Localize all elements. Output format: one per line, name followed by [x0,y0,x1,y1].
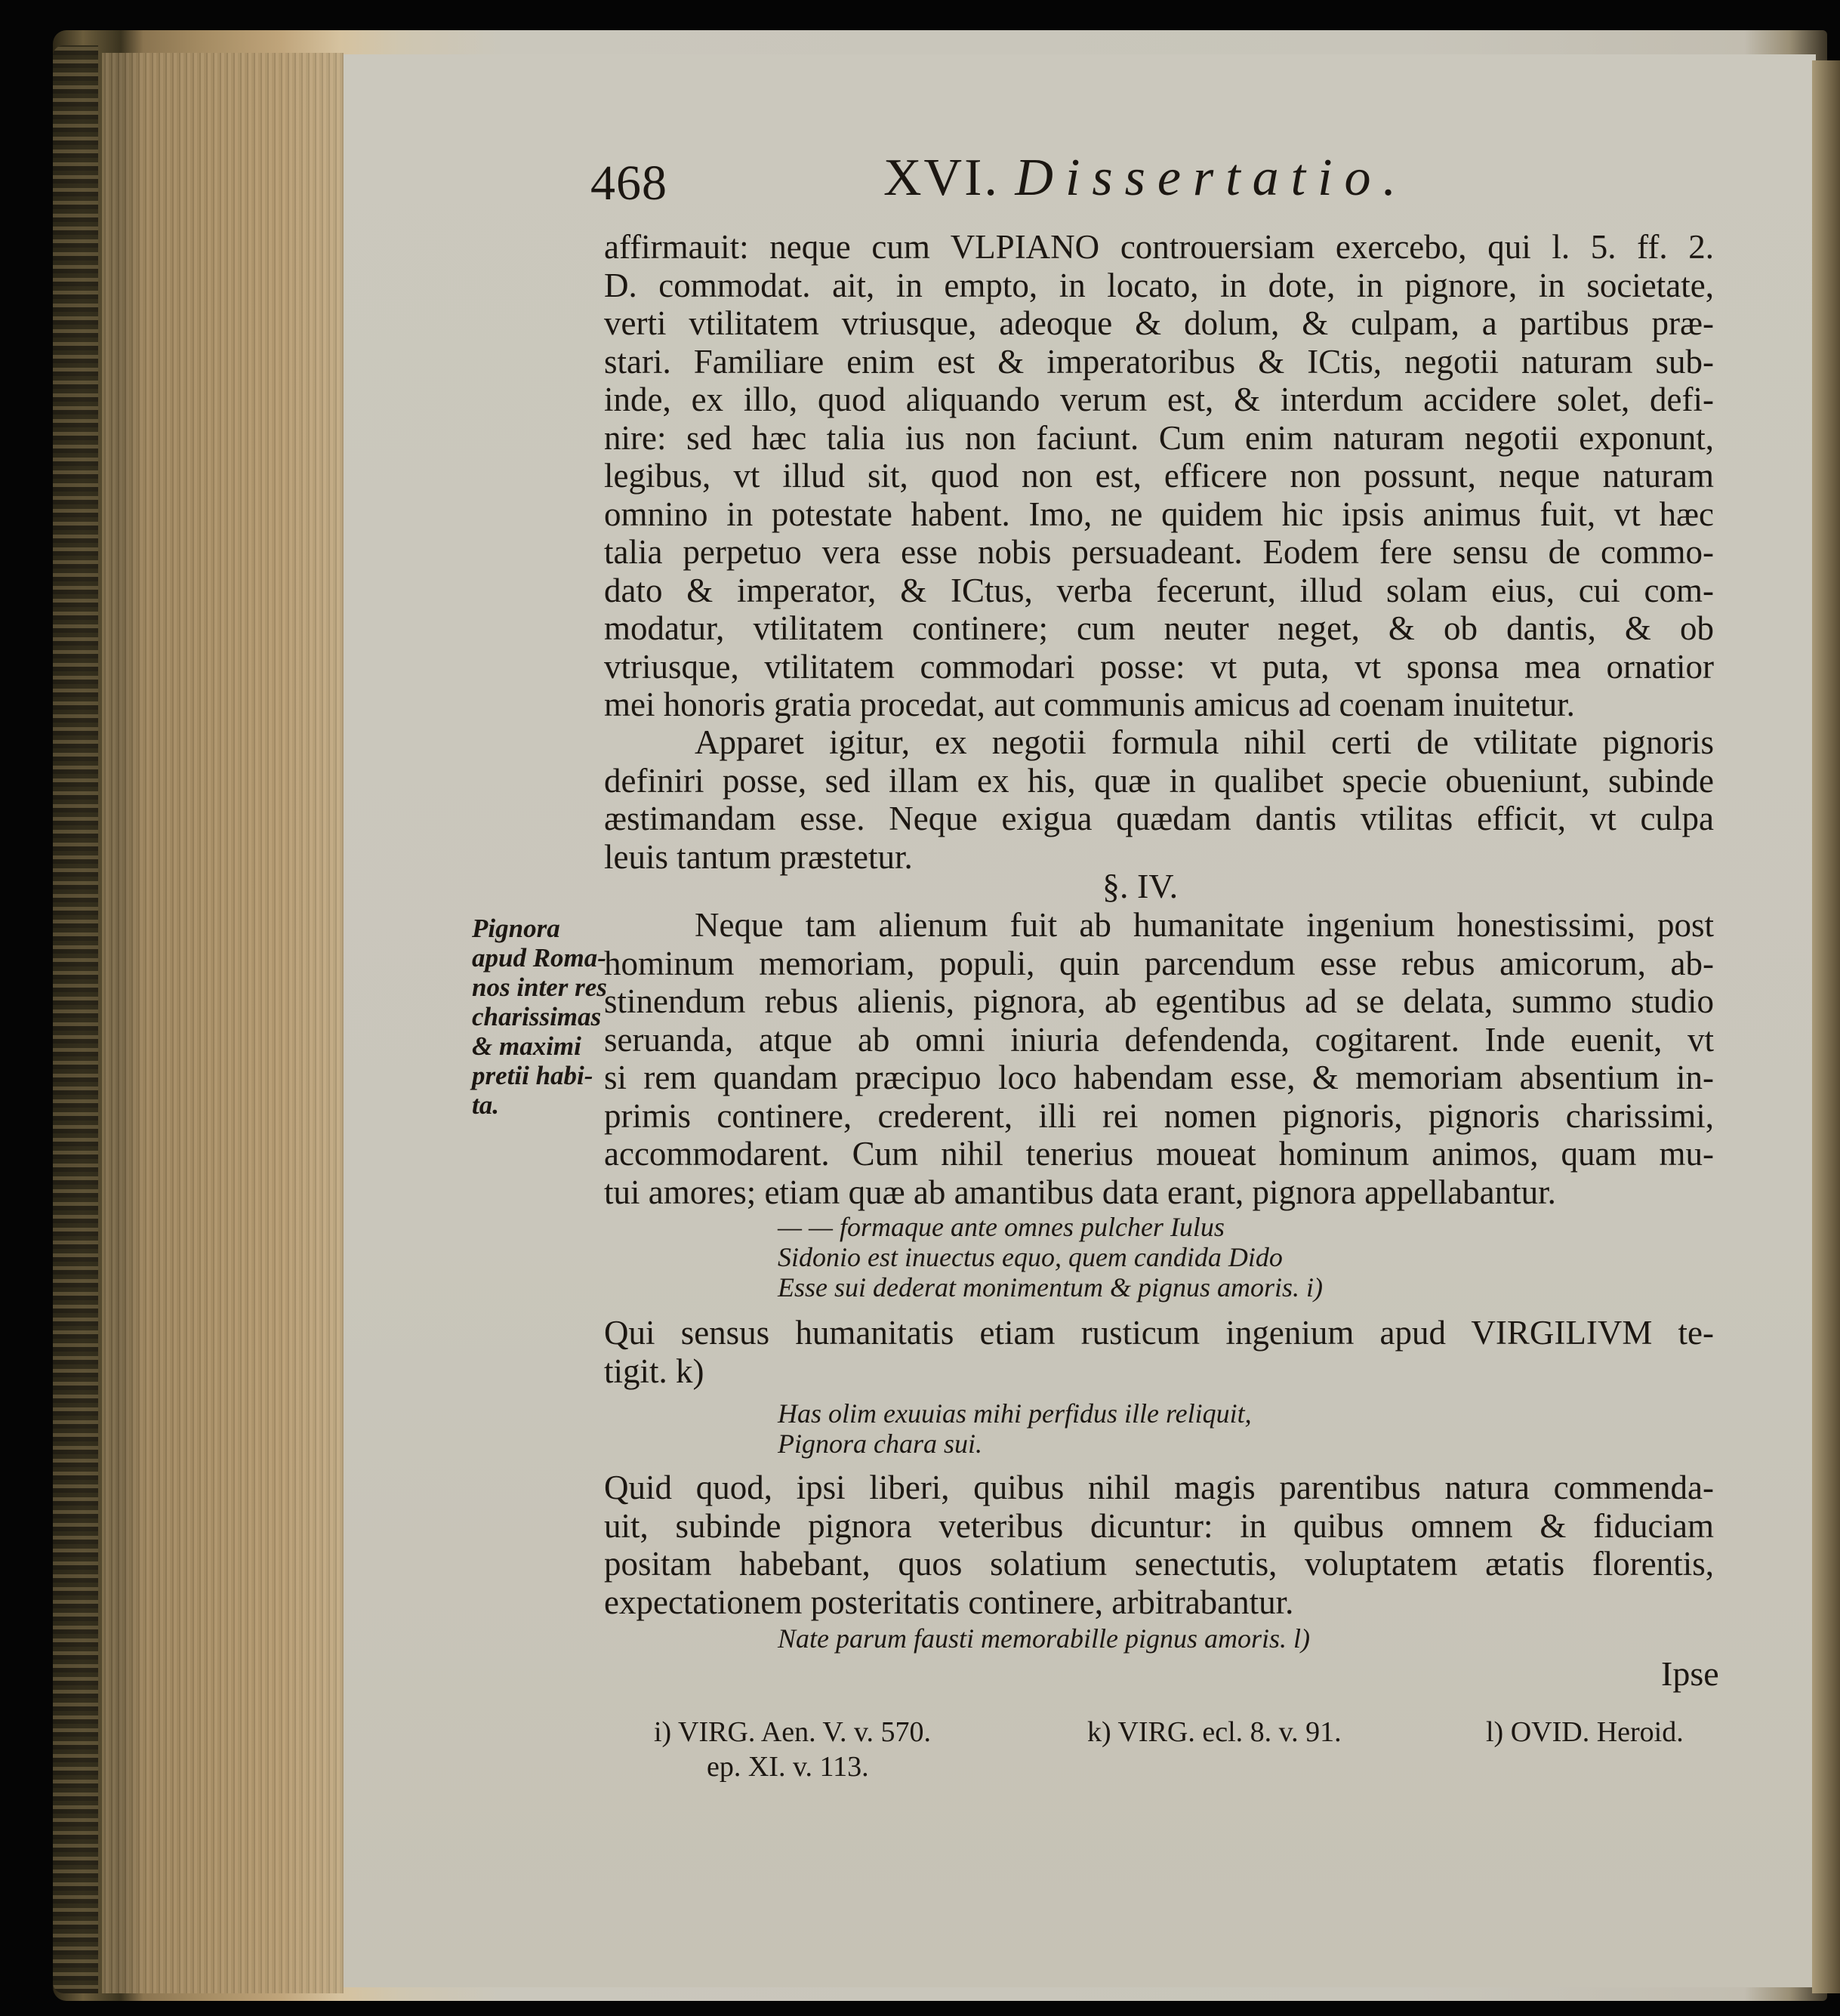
page-number: 468 [590,156,667,211]
text-line: æstimandam esse. Neque exigua quædam dantis vtilitas efficit, vt culpa [604,800,1714,837]
verse-line: — — formaque ante omnes pulcher Iulus [778,1212,1225,1242]
text-line: definiri posse, sed illam ex his, quæ in qualibet specie obueniunt, subinde [604,761,1714,800]
text-line: positam habebant, quos solatium senectutis, voluptatem ætatis florentis, [604,1545,1714,1583]
catchword: Ipse [1661,1654,1719,1693]
paragraph-1 [604,228,1714,724]
text-line: leuis tantum præstetur. [604,837,913,876]
text-line: tui amores; etiam quæ ab amantibus data erant, pignora appellabantur. [604,1173,1556,1211]
verse-line: Sidonio est inuectus equo, quem candida Dido [778,1242,1283,1272]
running-head-number: XVI. [883,149,1000,207]
text-line: Quid quod, ipsi liberi, quibus nihil magis parentibus natura commenda- [604,1469,1714,1506]
footnote-i-continued: ep. XI. v. 113. [707,1751,869,1783]
margin-line: Pignora [472,914,560,943]
margin-line: ta. [472,1090,499,1120]
margin-line: nos inter res [472,973,607,1002]
paragraph-4 [604,1314,1714,1390]
verse-quote-3 [778,1623,1310,1654]
text-line: dato & imperator, & ICtus, verba fecerunt, illud solam eius, cui com- [604,571,1714,609]
margin-line: apud Roma- [472,943,606,973]
verse-line: Has olim exuuias mihi perfidus ille reliquit, [778,1398,1252,1429]
text-line: talia perpetuo vera esse nobis persuadeant. Eodem fere sensu de commo- [604,533,1714,571]
text-line: uit, subinde pignora veteribus dicuntur: in quibus omnem & fiduciam [604,1506,1714,1545]
text-line: seruanda, atque ab omni iniuria defendenda, cogitarent. Inde euenit, vt [604,1020,1714,1059]
text-line: D. commodat. ait, in empto, in locato, in dote, in pignore, in societate, [604,266,1714,304]
verse-line: Esse sui dederat monimentum & pignus amoris. i) [778,1272,1323,1302]
text-line: tigit. k) [604,1352,704,1390]
text-line: Neque tam alienum fuit ab humanitate ingenium honestissimi, post [695,906,1714,944]
text-line: si rem quandam præcipuo loco habendam esse, & memoriam absentium in- [604,1059,1714,1096]
running-head [883,148,1408,208]
text-line: nire: sed hæc talia ius non faciunt. Cum enim naturam negotii exponunt, [604,418,1714,457]
text-line: accommodarent. Cum nihil tenerius moueat hominum animos, quam mu- [604,1135,1714,1173]
marginal-note [472,914,615,1120]
text-line: mei honoris gratia procedat, aut communis amicus ad coenam inuitetur. [604,686,1575,723]
page-block-edges [102,53,344,1993]
running-head-word: Dissertatio. [1015,149,1409,207]
text-line: hominum memoriam, populi, quin parcendum esse rebus amicorum, ab- [604,944,1714,982]
verse-quote-2 [778,1398,1252,1459]
margin-line: charissimas [472,1002,602,1031]
footnote-l: l) OVID. Heroid. [1486,1716,1684,1748]
footnote-k: k) VIRG. ecl. 8. v. 91. [1087,1716,1342,1748]
text-line: expectationem posteritatis continere, arbitrabantur. [604,1583,1294,1621]
paragraph-3 [604,906,1714,1211]
text-line: stinendum rebus alienis, pignora, ab egentibus ad se delata, summo studio [604,982,1714,1020]
paragraph-2 [604,723,1714,876]
footnote-i: i) VIRG. Aen. V. v. 570. [654,1716,932,1748]
text-line: stari. Familiare enim est & imperatoribus & ICtis, negotii naturam sub- [604,342,1714,381]
verse-quote-1 [778,1212,1323,1302]
facing-page-edge [1812,60,1840,1993]
verse-line: Pignora chara sui. [778,1429,983,1459]
paragraph-5 [604,1469,1714,1621]
verse-line: Nate parum fausti memorabille pignus amoris. l) [778,1623,1311,1654]
text-line: Qui sensus humanitatis etiam rusticum ingenium apud VIRGILIVM te- [604,1314,1714,1352]
text-line: verti vtilitatem vtriusque, adeoque & dolum, & culpam, a partibus præ- [604,304,1714,342]
text-line: omnino in potestate habent. Imo, ne quidem hic ipsis animus fuit, vt hæc [604,495,1714,533]
text-line: affirmauit: neque cum VLPIANO controuersiam exercebo, qui l. 5. ff. 2. [604,228,1714,266]
text-line: inde, ex illo, quod aliquando verum est, & interdum accidere solet, defi- [604,381,1714,418]
margin-line: pretii habi- [472,1061,593,1090]
text-line: legibus, vt illud sit, quod non est, efficere non possunt, neque naturam [604,457,1714,495]
text-line: vtriusque, vtilitatem commodari posse: vt puta, vt sponsa mea ornatior [604,647,1714,686]
text-line: primis continere, crederent, illi rei nomen pignoris, pignoris charissimi, [604,1096,1714,1135]
margin-line: & maximi [472,1031,581,1061]
text-line: Apparet igitur, ex negotii formula nihil certi de vtilitate pignoris [695,723,1714,761]
text-line: modatur, vtilitatem continere; cum neuter neget, & ob dantis, & ob [604,609,1714,647]
book-edge-speckled [53,45,98,1993]
section-heading: §. IV. [1102,867,1179,905]
